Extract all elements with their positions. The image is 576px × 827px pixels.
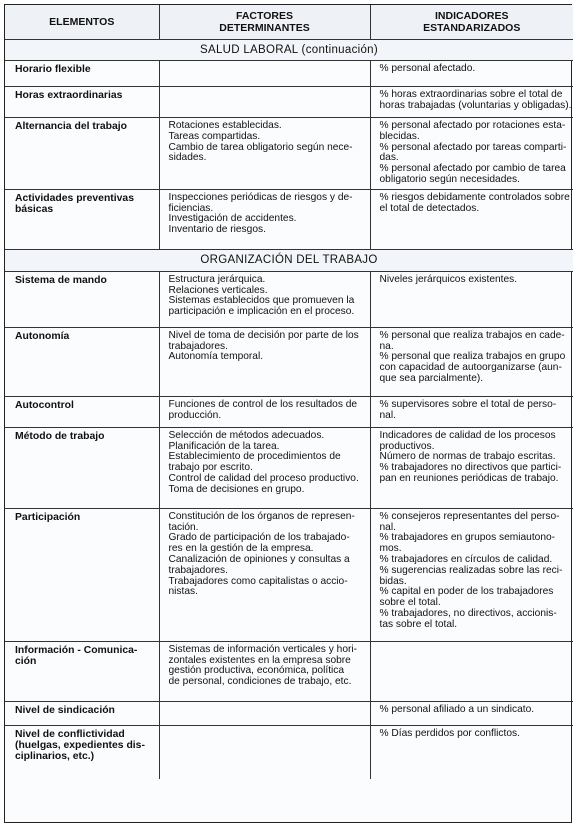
indicator-line: obligatorio según necesidades. xyxy=(379,173,520,185)
indicator-line-block xyxy=(371,509,574,634)
factors-cell xyxy=(159,87,370,118)
element-name-line-block xyxy=(5,702,159,719)
factor-line: trabajadores. xyxy=(168,564,228,576)
indicator-line: con capacidad de autoorganizarse (aun- xyxy=(379,362,562,374)
indicator-line: % trabajadores en círculos de calidad. xyxy=(379,553,553,565)
indicator-line: blecidas. xyxy=(379,130,420,142)
element-name-line: Nivel de conflictividad xyxy=(15,728,125,740)
element-name-line: Actividades preventivas xyxy=(15,192,134,204)
indicator-line: % horas extraordinarias sobre el total de xyxy=(379,89,563,100)
indicators-cell xyxy=(370,118,573,190)
factor-line-block xyxy=(160,118,370,167)
element-name-line: (huelgas, expedientes dis- xyxy=(15,739,145,751)
element-cell xyxy=(5,427,159,508)
indicator-line: que sea parcialmente). xyxy=(379,372,484,384)
indicator-line: % personal afectado por tareas comparti- xyxy=(379,141,567,153)
element-name-line: Alternancia del trabajo xyxy=(15,121,128,132)
factors-cell xyxy=(159,396,370,427)
factor-line-block xyxy=(160,87,370,93)
element-name-line-block xyxy=(5,726,159,765)
element-name-line-block xyxy=(5,397,159,414)
indicator-line: % consejeros representantes del perso- xyxy=(379,510,560,522)
factor-line: Canalización de opiniones y consultas a xyxy=(168,553,350,565)
indicators-cell xyxy=(370,87,573,118)
factor-line: Funciones de control de los resultados de xyxy=(168,398,358,410)
table-row xyxy=(5,427,573,508)
factor-line: nistas. xyxy=(168,586,198,598)
indicator-line: % capital en poder de los trabajadores xyxy=(379,586,554,598)
indicator-line: % trabajadores en grupos semiautono- xyxy=(379,532,556,544)
indicator-line-block xyxy=(371,397,574,425)
factor-line-block xyxy=(160,642,370,691)
table-header-row xyxy=(5,5,573,40)
factor-line: sidades. xyxy=(168,152,207,164)
indicators-cell xyxy=(370,427,573,508)
element-name-line-block xyxy=(5,61,159,78)
header-indicadores-line: INDICADORES xyxy=(434,10,509,22)
factor-line-block xyxy=(160,190,370,239)
indicator-line: % trabajadores, no directivos, accionis- xyxy=(379,607,557,619)
indicator-line: % sugerencias realizadas sobre las reci- xyxy=(379,564,563,576)
section-title: SALUD LABORAL (continuación) xyxy=(5,40,573,61)
factors-cell xyxy=(159,61,370,87)
factor-line: Investigación de accidentes. xyxy=(168,213,297,225)
factors-cell xyxy=(159,327,370,396)
factor-line: ficiencias. xyxy=(168,202,214,214)
indicator-line: % personal que realiza trabajos en grupo xyxy=(379,351,566,363)
factor-line: de personal, condiciones de trabajo, etc. xyxy=(168,676,352,688)
indicator-line: Niveles jerárquicos existentes. xyxy=(379,273,518,285)
indicator-line: mos. xyxy=(379,543,402,555)
element-name-line: Autonomía xyxy=(15,330,70,342)
indicators-cell xyxy=(370,725,573,779)
section-header-row xyxy=(5,249,573,271)
factor-line: Cambio de tarea obligatorio según nece- xyxy=(168,141,353,153)
indicator-line: % personal afectado por cambio de tarea xyxy=(379,163,566,175)
indicator-line-block xyxy=(371,272,574,289)
factor-line: Establecimiento de procedimientos de xyxy=(168,451,341,463)
factor-line: Selección de métodos adecuados. xyxy=(168,429,325,441)
indicator-line: % supervisores sobre el total de perso- xyxy=(379,398,557,410)
factor-line: Tareas compartidas. xyxy=(168,130,261,142)
factor-line-block xyxy=(160,397,370,425)
element-cell xyxy=(5,87,159,118)
indicator-line: na. xyxy=(379,340,394,352)
element-name-line: ciplinarios, etc.) xyxy=(15,750,95,762)
factor-line: Sistemas establecidos que promueven la xyxy=(168,295,355,307)
element-name-line: Autocontrol xyxy=(15,399,74,411)
indicator-line-block xyxy=(371,726,574,743)
indicator-line: nal. xyxy=(379,409,396,421)
indicator-line-block xyxy=(371,87,574,115)
table-row xyxy=(5,61,573,87)
indicator-line: % riesgos debidamente controlados sobre xyxy=(379,191,570,203)
factor-line-block xyxy=(160,428,370,499)
indicators-cell xyxy=(370,271,573,327)
element-cell xyxy=(5,327,159,396)
factor-line-block xyxy=(160,61,370,67)
indicator-line: das. xyxy=(379,152,399,164)
indicator-line: % Días perdidos por conflictos. xyxy=(379,727,520,739)
indicator-line: pan en reuniones periódicas de trabajo. xyxy=(379,472,559,484)
element-name-line: Sistema de mando xyxy=(15,274,107,286)
element-name-line: Método de trabajo xyxy=(15,430,105,442)
factor-line: res en la gestión de la empresa. xyxy=(168,543,314,555)
element-name-line-block xyxy=(5,509,159,526)
indicator-line: sobre el total. xyxy=(379,597,441,609)
factors-cell xyxy=(159,189,370,249)
factor-line: zontales existentes en la empresa sobre xyxy=(168,654,351,666)
factor-line-block xyxy=(160,726,370,732)
indicator-line: % personal afectado. xyxy=(379,63,476,74)
factor-line: Nivel de toma de decisión por parte de los xyxy=(168,329,359,341)
indicators-cell xyxy=(370,327,573,396)
indicators-cell xyxy=(370,508,573,641)
factor-line: Inventario de riesgos. xyxy=(168,224,266,236)
element-cell xyxy=(5,641,159,701)
factor-line-block xyxy=(160,272,370,321)
factor-line: trabajo por escrito. xyxy=(168,462,253,474)
element-cell xyxy=(5,701,159,725)
element-name-line: Nivel de sindicación xyxy=(15,704,115,716)
factor-line: gestión productiva, económica, política xyxy=(168,665,345,677)
element-name-line-block xyxy=(5,118,159,135)
indicator-line: Número de normas de trabajo escritas. xyxy=(379,451,556,463)
table-row xyxy=(5,396,573,427)
table-row xyxy=(5,725,573,779)
table-row xyxy=(5,641,573,701)
table-row xyxy=(5,118,573,190)
element-cell xyxy=(5,118,159,190)
factors-cell xyxy=(159,725,370,779)
header-indicadores xyxy=(370,5,573,40)
indicator-line: el total de detectados. xyxy=(379,202,480,214)
indicator-line: % personal que realiza trabajos en cade- xyxy=(379,329,565,341)
header-elementos: ELEMENTOS xyxy=(5,5,159,40)
factor-line: Planificación de la tarea. xyxy=(168,440,280,452)
indicators-cell xyxy=(370,396,573,427)
indicator-line: tas sobre el total. xyxy=(379,618,458,630)
header-factores-line: FACTORES xyxy=(236,10,293,22)
indicator-line: horas trabajadas (voluntarias y obligadas). xyxy=(379,99,572,111)
element-name-line-block xyxy=(5,328,159,345)
document-page xyxy=(4,4,572,823)
factors-cell xyxy=(159,427,370,508)
indicator-line: bidas. xyxy=(379,575,407,587)
element-cell xyxy=(5,396,159,427)
table-row xyxy=(5,508,573,641)
element-name-line: ción xyxy=(15,655,37,667)
factor-line: Grado de participación de los trabajado- xyxy=(168,532,350,544)
factor-line: Rotaciones establecidas. xyxy=(168,120,282,131)
factor-line: Constitución de los órganos de represen- xyxy=(168,510,355,522)
element-name-line: básicas xyxy=(15,203,54,215)
factor-line: Sistemas de información verticales y hori- xyxy=(168,643,358,655)
element-name-line: Información - Comunica- xyxy=(15,644,138,656)
element-name-line-block xyxy=(5,87,159,104)
section-title: ORGANIZACIÓN DEL TRABAJO xyxy=(5,249,573,271)
factor-line: tación. xyxy=(168,521,199,533)
factor-line: Relaciones verticales. xyxy=(168,284,268,296)
element-cell xyxy=(5,271,159,327)
factor-line-block xyxy=(160,509,370,601)
header-factores-line: DETERMINANTES xyxy=(219,22,310,34)
factor-line: trabajadores. xyxy=(168,340,228,352)
element-cell xyxy=(5,61,159,87)
element-cell xyxy=(5,725,159,779)
table-row xyxy=(5,327,573,396)
element-cell xyxy=(5,508,159,641)
indicator-line: nal. xyxy=(379,521,396,533)
factor-line: producción. xyxy=(168,409,222,421)
factors-table xyxy=(5,5,573,779)
element-name-line-block xyxy=(5,190,159,218)
indicators-cell xyxy=(370,189,573,249)
factor-line: Control de calidad del proceso productivo. xyxy=(168,472,359,484)
factors-cell xyxy=(159,271,370,327)
indicator-line-block xyxy=(371,642,574,648)
factor-line-block xyxy=(160,702,370,708)
indicators-cell xyxy=(370,61,573,87)
section-header-row xyxy=(5,40,573,61)
factors-cell xyxy=(159,508,370,641)
indicator-line: Indicadores de calidad de los procesos xyxy=(379,429,556,441)
table-row xyxy=(5,87,573,118)
factors-cell xyxy=(159,118,370,190)
element-name-line: Participación xyxy=(15,511,81,523)
element-name-line-block xyxy=(5,428,159,445)
indicator-line-block xyxy=(371,328,574,388)
header-factores xyxy=(159,5,370,40)
indicator-line: productivos. xyxy=(379,440,435,452)
indicator-line-block xyxy=(371,702,574,719)
factor-line: Inspecciones periódicas de riesgos y de- xyxy=(168,191,353,203)
indicator-line: % personal afectado por rotaciones esta- xyxy=(379,120,566,131)
indicator-line-block xyxy=(371,428,574,488)
factors-cell xyxy=(159,701,370,725)
element-name-line: Horario flexible xyxy=(15,64,91,75)
indicator-line: % personal afiliado a un sindicato. xyxy=(379,703,535,715)
factor-line: participación e implicación en el proceso. xyxy=(168,306,355,318)
indicator-line-block xyxy=(371,61,574,78)
table-row xyxy=(5,189,573,249)
indicator-line-block xyxy=(371,118,574,189)
indicator-line-block xyxy=(371,190,574,218)
indicators-cell xyxy=(370,641,573,701)
indicator-line: % trabajadores no directivos que partici- xyxy=(379,462,562,474)
factors-cell xyxy=(159,641,370,701)
element-name-line-block xyxy=(5,642,159,670)
factor-line: Toma de decisiones en grupo. xyxy=(168,483,305,495)
factor-line-block xyxy=(160,328,370,366)
indicators-cell xyxy=(370,701,573,725)
element-name-line-block xyxy=(5,272,159,289)
header-indicadores-line: ESTANDARIZADOS xyxy=(423,22,521,34)
factor-line: Trabajadores como capitalistas o accio- xyxy=(168,575,348,587)
factor-line: Estructura jerárquica. xyxy=(168,273,266,285)
factor-line: Autonomía temporal. xyxy=(168,351,264,363)
table-row xyxy=(5,271,573,327)
table-row xyxy=(5,701,573,725)
element-name-line: Horas extraordinarias xyxy=(15,90,123,101)
element-cell xyxy=(5,189,159,249)
